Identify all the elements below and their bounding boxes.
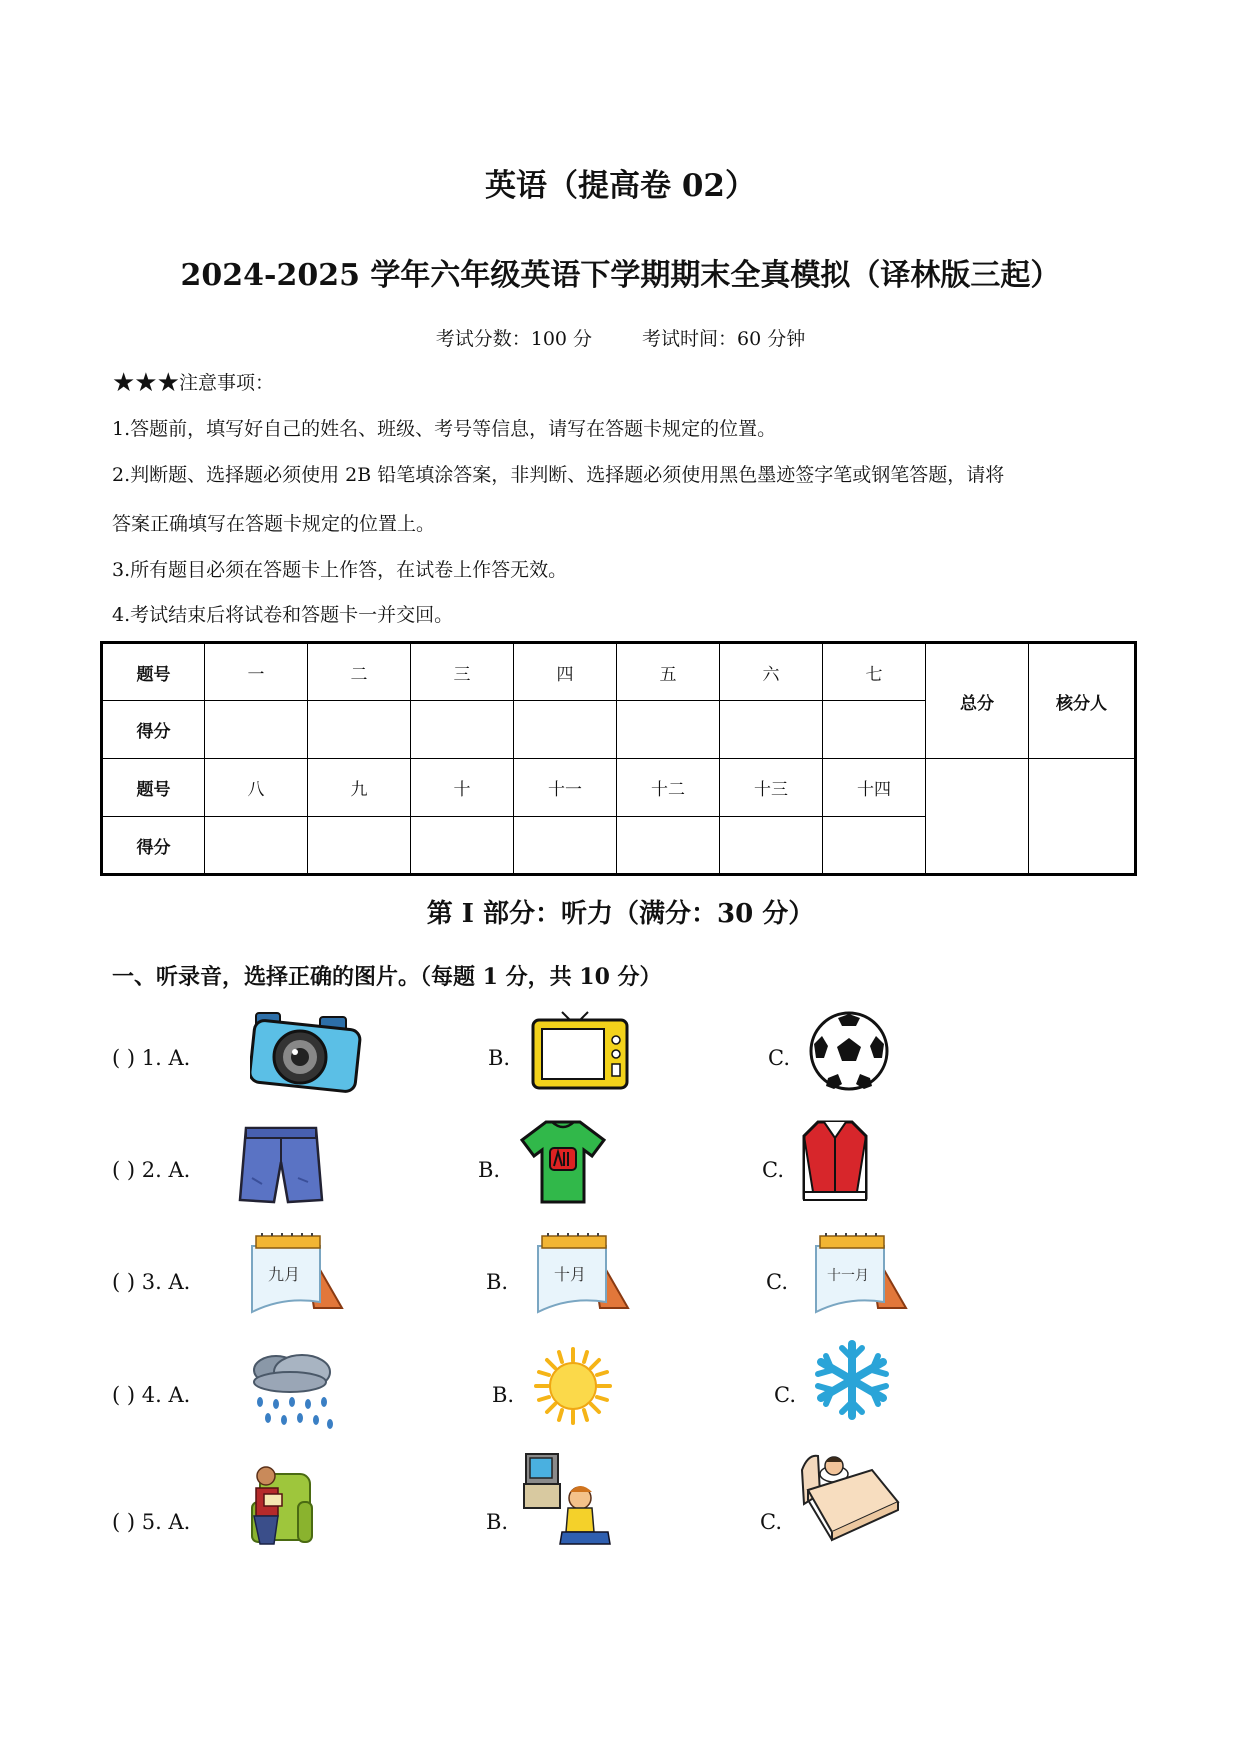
- camera-icon: [250, 1005, 362, 1095]
- label-score: 得分: [102, 701, 205, 759]
- page-title: 英语（提高卷 02）: [485, 168, 756, 204]
- section-heading: 一、听录音，选择正确的图片。（每题 1 分，共 10 分）: [112, 964, 662, 990]
- rain-icon: [246, 1348, 336, 1432]
- question-number: 二: [308, 643, 411, 701]
- option-c-label: C.: [766, 1270, 788, 1294]
- option-c-label: C.: [774, 1383, 796, 1407]
- question-stem: ( ) 5. A.: [112, 1510, 191, 1534]
- exam-time: 考试时间：60 分钟: [642, 328, 806, 350]
- question-stem: ( ) 1. A.: [112, 1046, 191, 1070]
- shorts-icon: [238, 1122, 324, 1206]
- label-question: 题号: [102, 643, 205, 701]
- calendar-icon: [244, 1232, 344, 1316]
- question-number: 四: [514, 643, 617, 701]
- notice-heading-label: 注意事项：: [178, 372, 274, 394]
- exam-info: [0, 324, 1241, 351]
- option-b-label: B.: [488, 1046, 511, 1070]
- score-cell: [205, 701, 308, 759]
- question-number: 六: [720, 643, 823, 701]
- reading-person-icon: [238, 1460, 314, 1550]
- question-number: 五: [617, 643, 720, 701]
- notice-item: 2.判断题、选择题必须使用 2B 铅笔填涂答案，非判断、选择题必须使用黑色墨迹签字笔或钢笔答题，请将: [112, 464, 1005, 486]
- calendar-icon: [808, 1232, 908, 1316]
- calendar-icon: [530, 1232, 630, 1316]
- notice-item: 4.考试结束后将试卷和答题卡一并交回。: [112, 604, 454, 626]
- question-stem: ( ) 4. A.: [112, 1383, 191, 1407]
- score-cell: [617, 817, 720, 875]
- question-number: 十二: [617, 759, 720, 817]
- sun-icon: [534, 1347, 612, 1425]
- option-c-label: C.: [762, 1158, 784, 1182]
- question-number: 十: [411, 759, 514, 817]
- score-cell: [720, 817, 823, 875]
- score-cell: [720, 701, 823, 759]
- option-c-label: C.: [768, 1046, 790, 1070]
- calendar-label: 十月: [553, 1265, 587, 1284]
- sleeping-icon: [798, 1450, 902, 1542]
- score-cell: [617, 701, 720, 759]
- calendar-label: 十一月: [827, 1268, 869, 1284]
- notice-item: 3.所有题目必须在答题卡上作答，在试卷上作答无效。: [112, 559, 568, 581]
- question-stem: ( ) 2. A.: [112, 1158, 191, 1182]
- option-b-label: B.: [492, 1383, 515, 1407]
- calendar-label: 九月: [267, 1265, 301, 1284]
- score-cell: [205, 817, 308, 875]
- question-number: 九: [308, 759, 411, 817]
- total-score-cell: [926, 759, 1029, 875]
- score-cell: [514, 817, 617, 875]
- score-cell: [823, 817, 926, 875]
- exam-score: 考试分数：100 分: [435, 328, 593, 350]
- total-label: 总分: [926, 643, 1029, 759]
- score-cell: [308, 817, 411, 875]
- television-icon: [530, 1010, 630, 1096]
- notice-heading: [112, 368, 274, 398]
- question-number: 三: [411, 643, 514, 701]
- option-c-label: C.: [760, 1510, 782, 1534]
- score-cell: [823, 701, 926, 759]
- page-subtitle: 2024-2025 学年六年级英语下学期期末全真模拟（译林版三起）: [180, 258, 1061, 293]
- t-shirt-icon: [520, 1118, 606, 1206]
- notice-item: 1.答题前，填写好自己的姓名、班级、考号等信息，请写在答题卡规定的位置。: [112, 418, 777, 440]
- notice-item: 答案正确填写在答题卡规定的位置上。: [112, 513, 436, 535]
- question-number: 十三: [720, 759, 823, 817]
- question-number: 八: [205, 759, 308, 817]
- checker-cell: [1029, 759, 1136, 875]
- football-icon: [808, 1010, 890, 1092]
- snowflake-icon: [812, 1340, 892, 1420]
- question-number: 十一: [514, 759, 617, 817]
- question-number: 七: [823, 643, 926, 701]
- checker-label: 核分人: [1029, 643, 1136, 759]
- label-score: 得分: [102, 817, 205, 875]
- score-cell: [411, 701, 514, 759]
- watching-tv-icon: [522, 1450, 614, 1550]
- part-heading: 第 I 部分：听力（满分：30 分）: [426, 899, 815, 929]
- option-b-label: B.: [486, 1270, 509, 1294]
- option-b-label: B.: [486, 1510, 509, 1534]
- score-table: [100, 641, 1137, 876]
- score-cell: [308, 701, 411, 759]
- stars-icon: ★★★: [112, 368, 179, 398]
- score-cell: [514, 701, 617, 759]
- question-stem: ( ) 3. A.: [112, 1270, 191, 1294]
- jacket-icon: [800, 1116, 870, 1206]
- question-number: 一: [205, 643, 308, 701]
- option-b-label: B.: [478, 1158, 501, 1182]
- label-question: 题号: [102, 759, 205, 817]
- score-cell: [411, 817, 514, 875]
- question-number: 十四: [823, 759, 926, 817]
